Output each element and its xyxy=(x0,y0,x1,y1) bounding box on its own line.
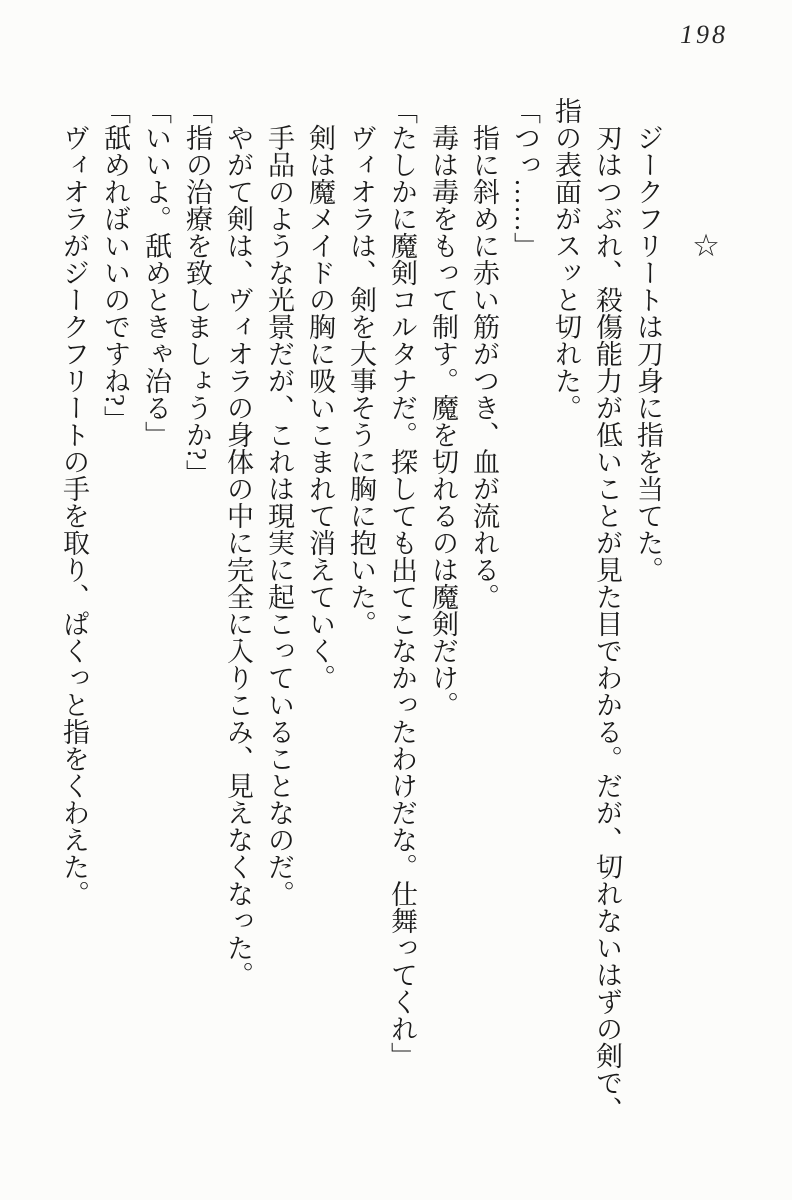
text-line: 「いいよ。舐めときゃ治る」 xyxy=(141,97,171,448)
section-divider-star-icon: ☆ xyxy=(692,228,720,263)
text-line: 「つっ……」 xyxy=(510,97,540,259)
text-line: ヴィオラがジークフリートの手を取り、ぱくっと指をくわえた。 xyxy=(59,124,89,907)
page-number: 198 xyxy=(680,20,728,49)
text-line: やがて剣は、ヴィオラの身体の中に完全に入りこみ、見えなくなった。 xyxy=(223,124,253,988)
text-line: 指に斜めに赤い筋がつき、血が流れる。 xyxy=(469,124,499,610)
page-text-block xyxy=(53,97,668,1182)
text-line: 「指の治療を致しましょうか?」 xyxy=(182,97,212,487)
text-line: ジークフリートは刀身に指を当てた。 xyxy=(633,124,663,583)
text-line: 刃はつぶれ、殺傷能力が低いことが見た目でわかる。だが、切れないはずの剣で、 xyxy=(592,124,622,1123)
text-line: 「舐めればいいのですね?」 xyxy=(100,97,130,433)
text-line: 「たしかに魔剣コルタナだ。探しても出てこなかったわけだな。仕舞ってくれ」 xyxy=(387,97,417,1069)
text-line: 毒は毒をもって制す。魔を切れるのは魔剣だけ。 xyxy=(428,124,458,718)
text-line: 手品のような光景だが、これは現実に起こっていることなのだ。 xyxy=(264,124,294,907)
text-line: ヴィオラは、剣を大事そうに胸に抱いた。 xyxy=(346,124,376,637)
text-line: 指の表面がスッと切れた。 xyxy=(551,97,581,421)
text-line: 剣は魔メイドの胸に吸いこまれて消えていく。 xyxy=(305,124,335,691)
